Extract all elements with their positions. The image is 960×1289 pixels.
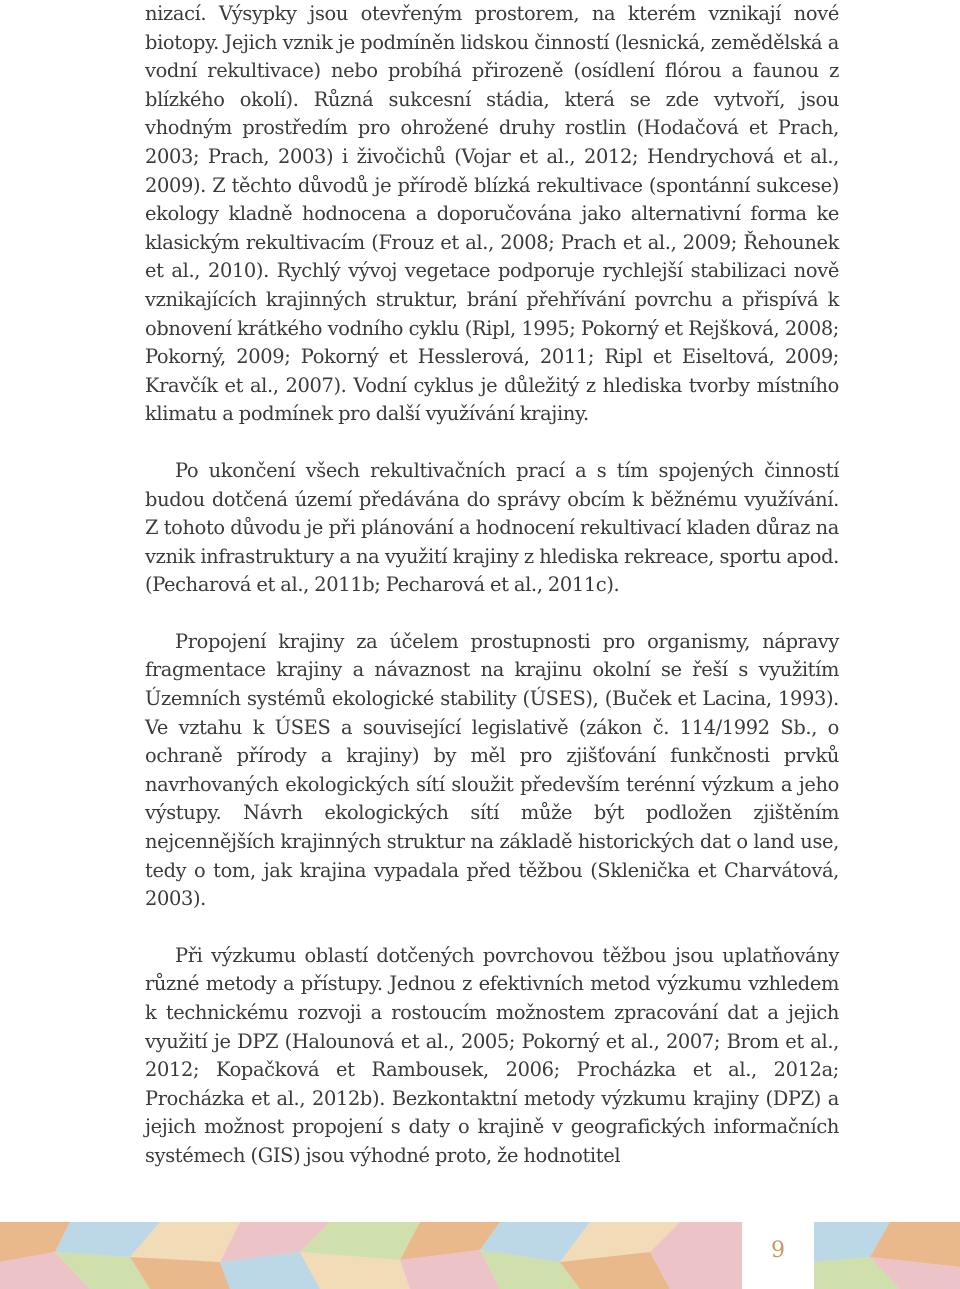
body-text [145,0,839,1199]
paragraph-2: Po ukončení všech rekultivačních prací a s tím spojených činností budou dotčená území předávána do správy obcím k běžnému využívání. Z tohoto důvodu je při plánování a hodnocení rekultivací kladen důraz na vznik infrastruktury a na využití krajiny z hlediska rekreace, sportu apod. (Pecharová et al., 2011b; Pecharová et al., 2011c). [145,458,839,597]
paragraph-1: nizací. Výsypky jsou otevřeným prostorem, na kterém vznikají nové biotopy. Jejich vznik je podmíněn lidskou činností (lesnická, zemědělská a vodní rekultivace) nebo probíhá přirozeně (osídlení flórou a faunou z blízkého okolí). Různá sukcesní stádia, která se zde vytvoří, jsou vhodným prostředím pro ohrožené druhy rostlin (Hodačová et Prach, 2003; Prach, 2003) i živočichů (Vojar et al., 2012; Hendrychová et al., 2009). Z těchto důvodů je přírodě blízká rekultivace (spontánní sukcese) ekology kladně hodnocena a doporučována jako alternativní forma ke klasickým rekultivacím (Frouz et al., 2008; Prach et al., 2009; Řehounek et al., 2010). Rychlý vývoj vegetace podporuje rychlejší stabilizaci nově vznikajících krajinných struktur, brání přehřívání povrchu a přispívá k obnovení krátkého vodního cyklu (Ripl, 1995; Pokorný et Rejšková, 2008; Pokorný, 2009; Pokorný et Hesslerová, 2011; Ripl et Eiseltová, 2009; Kravčík et al., 2007). Vodní cyklus je důležitý z hlediska tvorby místního klimatu a podmínek pro další využívání krajiny. [145,2,839,426]
page-number: 9 [771,1238,785,1263]
mosaic-pattern [0,1222,960,1289]
paragraph-4: Při výzkumu oblastí dotčených povrchovou těžbou jsou uplatňovány různé metody a přístupy. Jednou z efektivních metod výzkumu vzhledem k technickému rozvoji a rostoucím možnostem zpracování dat a jejich využití je DPZ (Halounová et al., 2005; Pokorný et al., 2007; Brom et al., 2012; Kopačková et Rambousek, 2006; Procházka et al., 2012a; Procházka et al., 2012b). Bezkontaktní metody výzkumu krajiny (DPZ) a jejich možnost propojení s daty o krajině v geografických informačních systémech (GIS) jsou výhodné proto, že hodnotitel [145,943,839,1167]
page-number-box [742,1222,814,1289]
paragraph-3: Propojení krajiny za účelem prostupnosti pro organismy, nápravy fragmentace krajiny a návaznost na krajinu okolní se řeší s využitím Územních systémů ekologické stability (ÚSES), (Buček et Lacina, 1993). Ve vztahu k ÚSES a související legislativě (zákon č. 114/1992 Sb., o ochraně přírody a krajiny) by měl pro zjišťování funkčnosti prvků navrhovaných ekologických sítí sloužit především terénní výzkum a jeho výstupy. Návrh ekologických sítí může být podložen zjištěním nejcennějších krajinných struktur na základě historických dat o land use, tedy o tom, jak krajina vypadala před těžbou (Sklenička et Charvátová, 2003). [145,629,839,911]
decorative-footer-band [0,1222,960,1289]
